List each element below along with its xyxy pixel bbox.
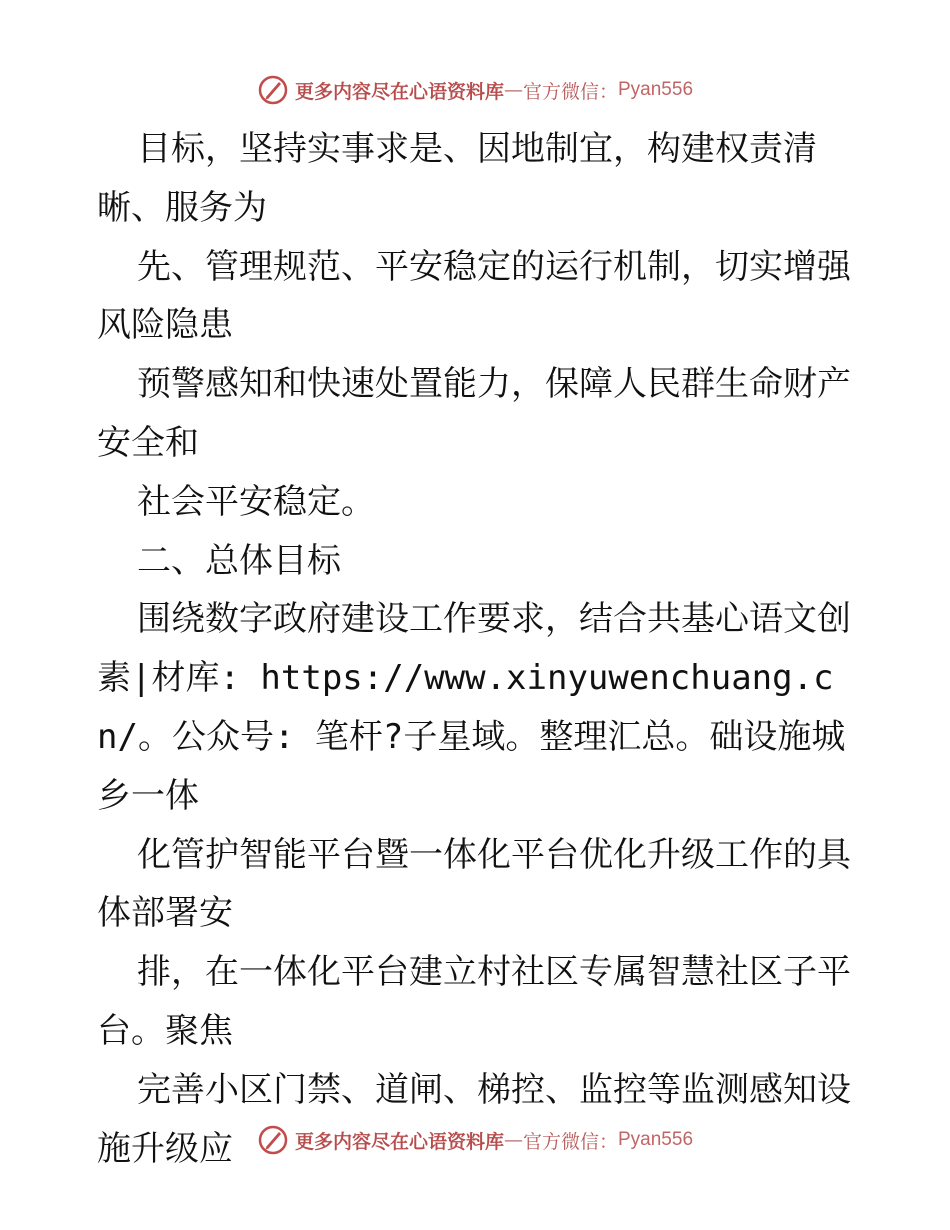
body-paragraph: 社会平安稳定。	[137, 481, 375, 522]
body-paragraph: 完善小区门禁、道闸、梯控、监控等监测感知设施升级应	[97, 1069, 851, 1169]
footer-brand-text: 更多内容尽在心语资料库	[294, 1130, 504, 1153]
header-separator: —	[503, 79, 523, 101]
header-contact-id: Pyan556	[618, 79, 694, 100]
body-paragraph: 先、管理规范、平安稳定的运行机制，切实增强风险隐患	[97, 246, 851, 346]
document-body	[97, 120, 857, 1178]
header-contact-label: 官方微信：	[522, 80, 618, 103]
footer-separator: —	[503, 1129, 523, 1151]
footer-contact-id: Pyan556	[618, 1129, 694, 1150]
footer-contact-label: 官方微信：	[522, 1130, 618, 1153]
section-heading: 二、总体目标	[137, 540, 341, 581]
header-brand-text: 更多内容尽在心语资料库	[294, 80, 504, 103]
page-header-banner	[0, 72, 950, 108]
body-paragraph: 化管护智能平台暨一体化平台优化升级工作的具体部署安	[97, 834, 851, 934]
page-footer-banner	[0, 1122, 950, 1158]
quill-pen-logo-icon	[257, 74, 289, 106]
body-paragraph: 目标，坚持实事求是、因地制宜，构建权责清晰、服务为	[97, 129, 817, 228]
body-paragraph: 围绕数字政府建设工作要求，结合共基心语文创素|材库: https://www.xinyuwenchuang.cn/。公众号: 笔杆?子星域。整理汇总。础设施城乡一体	[97, 599, 851, 816]
quill-pen-logo-icon	[257, 1124, 289, 1156]
body-paragraph: 排，在一体化平台建立村社区专属智慧社区子平台。聚焦	[97, 952, 851, 1051]
body-paragraph: 预警感知和快速处置能力，保障人民群生命财产安全和	[97, 364, 851, 463]
